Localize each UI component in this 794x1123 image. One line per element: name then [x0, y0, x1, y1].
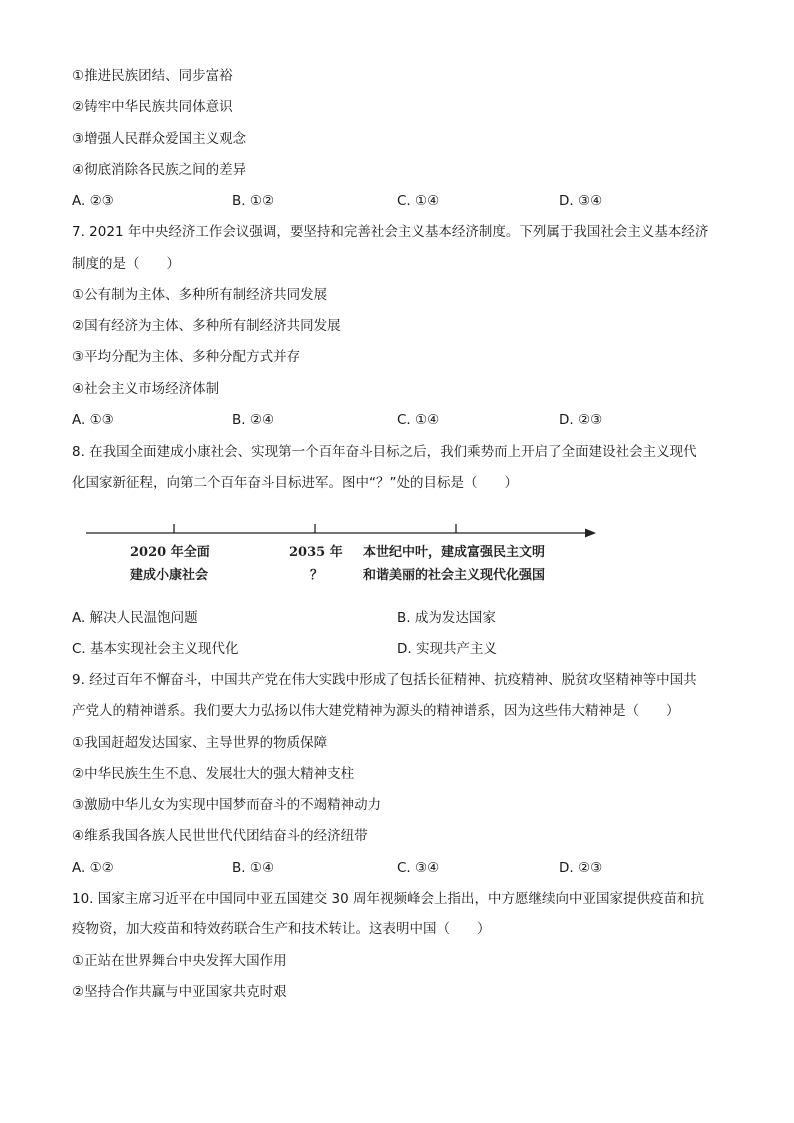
q6-option-a: A. ②③ [72, 193, 114, 209]
q8-option-d: D. 实现共产主义 [397, 641, 497, 657]
q7-item-4: ④社会主义市场经济体制 [72, 381, 220, 397]
q8-stem-line-1: 8. 在我国全面建成小康社会、实现第一个百年奋斗目标之后，我们乘势而上开启了全面建设社会主义现代 [72, 444, 697, 460]
q6-item-3: ③增强人民群众爱国主义观念 [72, 131, 247, 147]
q8-option-b: B. 成为发达国家 [397, 610, 496, 626]
q9-option-a: A. ①② [72, 860, 114, 876]
q6-options [72, 192, 632, 210]
q7-stem-line-1: 7. 2021 年中央经济工作会议强调，要坚持和完善社会主义基本经济制度。下列属于我国社会主义基本经济 [72, 224, 709, 240]
q7-item-1: ①公有制为主体、多种所有制经济共同发展 [72, 287, 328, 303]
q9-item-3: ③激励中华儿女为实现中国梦而奋斗的不竭精神动力 [72, 797, 382, 813]
q10-item-1: ①正站在世界舞台中央发挥大国作用 [72, 953, 287, 969]
q7-item-3: ③平均分配为主体、多种分配方式并存 [72, 349, 301, 365]
q9-option-c: C. ③④ [397, 860, 440, 876]
q9-stem-line-2: 产党人的精神谱系。我们要大力弘扬以伟大建党精神为源头的精神谱系，因为这些伟大精神是（ ） [72, 703, 680, 719]
timeline-question-mark: ？ [310, 568, 324, 583]
q8-option-c: C. 基本实现社会主义现代化 [72, 641, 239, 657]
q8-options-row-2 [72, 640, 632, 658]
q6-item-2: ②铸牢中华民族共同体意识 [72, 99, 233, 115]
timeline-label-midcentury-line-2: 和谐美丽的社会主义现代化强国 [363, 568, 546, 583]
q9-item-4: ④维系我国各族人民世世代代团结奋斗的经济纽带 [72, 828, 368, 844]
q7-option-d: D. ②③ [559, 412, 603, 428]
q6-option-d: D. ③④ [559, 193, 603, 209]
q9-options [72, 859, 632, 877]
q9-item-2: ②中华民族生生不息、发展壮大的强大精神支柱 [72, 766, 355, 782]
q7-options [72, 411, 632, 429]
q7-option-c: C. ①④ [397, 412, 440, 428]
q7-option-b: B. ②④ [232, 412, 275, 428]
q10-stem-line-1: 10. 国家主席习近平在中国同中亚五国建交 30 周年视频峰会上指出，中方愿继续向中亚国家提供疫苗和抗 [72, 891, 705, 907]
q10-stem-line-2: 疫物资，加大疫苗和特效药联合生产和技术转让。这表明中国（ ） [72, 921, 491, 937]
q8-stem-line-2: 化国家新征程，向第二个百年奋斗目标进军。图中“？”处的目标是（ ） [72, 475, 518, 491]
timeline-arrow-head [585, 529, 596, 538]
q9-stem-line-1: 9. 经过百年不懈奋斗，中国共产党在伟大实践中形成了包括长征精神、抗疫精神、脱贫攻坚精神等中国共 [72, 672, 697, 688]
q9-item-1: ①我国赶超发达国家、主导世界的物质保障 [72, 735, 328, 751]
q7-option-a: A. ①③ [72, 412, 114, 428]
q6-option-b: B. ①② [232, 193, 275, 209]
q8-options-row-1 [72, 609, 632, 627]
q8-option-a: A. 解决人民温饱问题 [72, 610, 198, 626]
timeline-label-midcentury-line-1: 本世纪中叶，建成富强民主文明 [363, 545, 546, 560]
timeline-label-2020-line-2: 建成小康社会 [130, 568, 209, 583]
q6-option-c: C. ①④ [397, 193, 440, 209]
q9-option-d: D. ②③ [559, 860, 603, 876]
q9-option-b: B. ①④ [232, 860, 275, 876]
q7-stem-line-2: 制度的是（ ） [72, 256, 180, 272]
q6-item-4: ④彻底消除各民族之间的差异 [72, 162, 247, 178]
q7-item-2: ②国有经济为主体、多种所有制经济共同发展 [72, 318, 341, 334]
q6-item-1: ①推进民族团结、同步富裕 [72, 68, 233, 84]
timeline-label-2020-line-1: 2020 年全面 [130, 545, 210, 560]
timeline-label-2035: 2035 年 [289, 545, 343, 560]
q10-item-2: ②坚持合作共赢与中亚国家共克时艰 [72, 984, 287, 1000]
